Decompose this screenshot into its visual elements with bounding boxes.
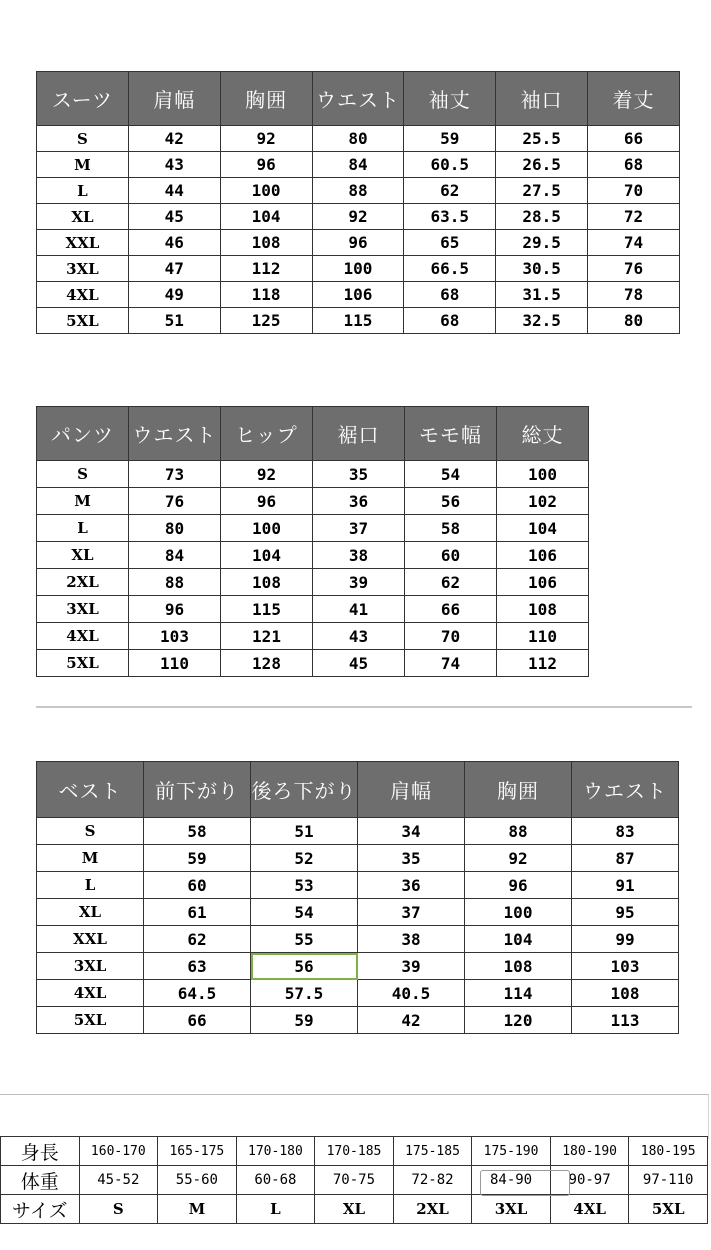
table-cell: 84: [312, 152, 404, 178]
table-row: [37, 953, 679, 980]
table-cell: 125: [220, 308, 312, 334]
table-cell: 100: [465, 899, 572, 926]
table-row: [37, 308, 680, 334]
table-cell: 96: [129, 596, 221, 623]
table-cell: 74: [588, 230, 680, 256]
table-cell: 70-75: [315, 1166, 394, 1195]
table-cell: 99: [572, 926, 679, 953]
table-cell: 65: [404, 230, 496, 256]
size-cell: 3XL: [37, 256, 129, 282]
table-cell: 104: [497, 515, 589, 542]
table-cell: 83: [572, 818, 679, 845]
table-cell: 64.5: [144, 980, 251, 1007]
table-row: [37, 230, 680, 256]
vest-header-waist: ウエスト: [572, 762, 679, 818]
table-cell: 84-90: [472, 1166, 551, 1195]
table-row: [37, 872, 679, 899]
table-row: [37, 488, 589, 515]
pants-header-row: [37, 407, 589, 461]
pants-header-hem: 裾口: [313, 407, 405, 461]
table-cell: 100: [497, 461, 589, 488]
table-cell: 106: [312, 282, 404, 308]
table-cell: 25.5: [496, 126, 588, 152]
table-row: [37, 461, 589, 488]
pants-header-thigh: モモ幅: [405, 407, 497, 461]
table-cell: 110: [497, 623, 589, 650]
table-cell: 60.5: [404, 152, 496, 178]
table-cell: 92: [220, 126, 312, 152]
table-cell: 175-185: [393, 1137, 472, 1166]
table-cell: 91: [572, 872, 679, 899]
suit-header-length: 着丈: [588, 72, 680, 126]
size-cell: M: [37, 845, 144, 872]
table-cell: 35: [358, 845, 465, 872]
table-cell: 108: [220, 230, 312, 256]
table-cell: 42: [358, 1007, 465, 1034]
pants-header-length: 総丈: [497, 407, 589, 461]
suit-header-row: [37, 72, 680, 126]
table-row: [37, 1007, 679, 1034]
table-cell: 68: [404, 282, 496, 308]
table-cell: 45-52: [79, 1166, 158, 1195]
guide-frame: [0, 1094, 709, 1139]
table-cell: 80: [129, 515, 221, 542]
table-cell: 51: [128, 308, 220, 334]
table-cell: 54: [405, 461, 497, 488]
section-divider: [36, 706, 692, 708]
table-cell: 165-175: [158, 1137, 237, 1166]
table-cell: 88: [129, 569, 221, 596]
vest-header-back-drop: 後ろ下がり: [251, 762, 358, 818]
table-cell: 78: [588, 282, 680, 308]
table-cell: 106: [497, 542, 589, 569]
table-row: [37, 818, 679, 845]
table-cell: 60: [405, 542, 497, 569]
table-cell: 180-190: [550, 1137, 629, 1166]
table-cell: 108: [465, 953, 572, 980]
table-cell: 59: [144, 845, 251, 872]
table-cell: 110: [129, 650, 221, 677]
table-cell: 38: [358, 926, 465, 953]
size-cell: 5XL: [37, 308, 129, 334]
table-cell: 76: [588, 256, 680, 282]
pants-header-size: パンツ: [37, 407, 129, 461]
table-cell: 108: [497, 596, 589, 623]
table-cell: 51: [251, 818, 358, 845]
size-cell: 3XL: [472, 1195, 551, 1224]
size-cell: L: [37, 515, 129, 542]
size-cell: S: [79, 1195, 158, 1224]
table-cell: 49: [128, 282, 220, 308]
table-cell: 84: [129, 542, 221, 569]
size-guide-table: [0, 1136, 708, 1224]
table-cell: 96: [220, 152, 312, 178]
guide-height-row: [1, 1137, 708, 1166]
table-cell: 112: [497, 650, 589, 677]
size-cell: M: [37, 488, 129, 515]
table-cell: 62: [144, 926, 251, 953]
table-row: [37, 515, 589, 542]
vest-header-shoulder: 肩幅: [358, 762, 465, 818]
table-cell: 76: [129, 488, 221, 515]
table-cell: 92: [312, 204, 404, 230]
suit-header-cuff: 袖口: [496, 72, 588, 126]
table-cell: 59: [251, 1007, 358, 1034]
table-cell: 45: [128, 204, 220, 230]
suit-header-sleeve-length: 袖丈: [404, 72, 496, 126]
table-cell: 121: [221, 623, 313, 650]
table-cell: 102: [497, 488, 589, 515]
size-cell: 5XL: [37, 1007, 144, 1034]
size-cell: XL: [315, 1195, 394, 1224]
table-cell: 72: [588, 204, 680, 230]
table-cell: 113: [572, 1007, 679, 1034]
table-cell: 39: [313, 569, 405, 596]
table-cell: 68: [404, 308, 496, 334]
pants-header-waist: ウエスト: [129, 407, 221, 461]
table-cell: 45: [313, 650, 405, 677]
suit-header-shoulder: 肩幅: [128, 72, 220, 126]
table-cell: 103: [572, 953, 679, 980]
size-cell: S: [37, 818, 144, 845]
table-row: [37, 623, 589, 650]
table-cell: 41: [313, 596, 405, 623]
table-cell: 115: [312, 308, 404, 334]
table-cell: 88: [465, 818, 572, 845]
table-cell: 39: [358, 953, 465, 980]
table-cell: 72-82: [393, 1166, 472, 1195]
table-row: [37, 569, 589, 596]
size-cell: L: [236, 1195, 315, 1224]
size-cell: 2XL: [37, 569, 129, 596]
table-cell: 37: [313, 515, 405, 542]
size-cell: XL: [37, 542, 129, 569]
table-row: [37, 256, 680, 282]
table-cell: 52: [251, 845, 358, 872]
table-row: [37, 980, 679, 1007]
table-cell: 104: [465, 926, 572, 953]
table-cell: 56: [405, 488, 497, 515]
table-cell: 66: [144, 1007, 251, 1034]
table-cell: 59: [404, 126, 496, 152]
table-cell: 87: [572, 845, 679, 872]
size-cell: M: [158, 1195, 237, 1224]
table-row: [37, 126, 680, 152]
table-row: [37, 845, 679, 872]
table-cell: 53: [251, 872, 358, 899]
size-cell: 5XL: [37, 650, 129, 677]
table-cell: 60-68: [236, 1166, 315, 1195]
table-cell: 118: [220, 282, 312, 308]
table-cell: 68: [588, 152, 680, 178]
table-cell: 47: [128, 256, 220, 282]
table-row: [37, 178, 680, 204]
vest-header-row: [37, 762, 679, 818]
table-cell: 43: [313, 623, 405, 650]
table-cell: 62: [405, 569, 497, 596]
table-cell: 54: [251, 899, 358, 926]
table-cell: 128: [221, 650, 313, 677]
table-row: [37, 650, 589, 677]
table-cell: 170-180: [236, 1137, 315, 1166]
table-cell: 26.5: [496, 152, 588, 178]
size-cell: XL: [37, 899, 144, 926]
table-cell: 44: [128, 178, 220, 204]
table-cell: 30.5: [496, 256, 588, 282]
size-cell: XXL: [37, 230, 129, 256]
size-cell: M: [37, 152, 129, 178]
guide-size-row: [1, 1195, 708, 1224]
table-cell: 62: [404, 178, 496, 204]
table-cell: 112: [220, 256, 312, 282]
table-cell: 80: [588, 308, 680, 334]
table-cell: 38: [313, 542, 405, 569]
size-cell: 4XL: [37, 623, 129, 650]
table-cell: 34: [358, 818, 465, 845]
table-cell: 96: [465, 872, 572, 899]
table-cell: 36: [358, 872, 465, 899]
table-cell: 31.5: [496, 282, 588, 308]
table-cell: 106: [497, 569, 589, 596]
table-cell: 29.5: [496, 230, 588, 256]
table-cell: 73: [129, 461, 221, 488]
size-cell: 3XL: [37, 596, 129, 623]
table-cell: 114: [465, 980, 572, 1007]
table-cell: 100: [220, 178, 312, 204]
suit-header-chest: 胸囲: [220, 72, 312, 126]
table-row: [37, 152, 680, 178]
size-cell: 3XL: [37, 953, 144, 980]
size-cell: 4XL: [550, 1195, 629, 1224]
table-row: [37, 926, 679, 953]
table-cell: 37: [358, 899, 465, 926]
table-row: [37, 542, 589, 569]
size-cell: 4XL: [37, 980, 144, 1007]
size-cell: L: [37, 178, 129, 204]
table-row: [37, 899, 679, 926]
suit-size-table: [36, 71, 680, 334]
table-cell: 55-60: [158, 1166, 237, 1195]
table-cell: 103: [129, 623, 221, 650]
guide-weight-row: [1, 1166, 708, 1195]
weight-label: 体重: [1, 1166, 80, 1195]
table-cell: 96: [221, 488, 313, 515]
table-row: [37, 282, 680, 308]
watermark-stamp: [480, 1170, 570, 1196]
table-cell: 100: [312, 256, 404, 282]
table-cell: 70: [588, 178, 680, 204]
size-cell: 4XL: [37, 282, 129, 308]
size-cell: L: [37, 872, 144, 899]
table-cell: 55: [251, 926, 358, 953]
table-cell: 66.5: [404, 256, 496, 282]
table-cell: 63.5: [404, 204, 496, 230]
table-cell: 63: [144, 953, 251, 980]
table-cell: 35: [313, 461, 405, 488]
table-cell: 170-185: [315, 1137, 394, 1166]
highlighted-cell[interactable]: 56: [251, 953, 358, 980]
vest-header-chest: 胸囲: [465, 762, 572, 818]
vest-header-front-drop: 前下がり: [144, 762, 251, 818]
table-cell: 43: [128, 152, 220, 178]
vest-header-size: ベスト: [37, 762, 144, 818]
table-cell: 32.5: [496, 308, 588, 334]
size-cell: XL: [37, 204, 129, 230]
table-cell: 66: [588, 126, 680, 152]
table-cell: 80: [312, 126, 404, 152]
vest-size-table: [36, 761, 679, 1034]
table-cell: 108: [572, 980, 679, 1007]
table-cell: 40.5: [358, 980, 465, 1007]
table-cell: 42: [128, 126, 220, 152]
table-cell: 27.5: [496, 178, 588, 204]
table-cell: 70: [405, 623, 497, 650]
table-cell: 115: [221, 596, 313, 623]
table-cell: 108: [221, 569, 313, 596]
table-row: [37, 204, 680, 230]
suit-header-waist: ウエスト: [312, 72, 404, 126]
table-cell: 92: [221, 461, 313, 488]
suit-header-size: スーツ: [37, 72, 129, 126]
table-cell: 96: [312, 230, 404, 256]
height-label: 身長: [1, 1137, 80, 1166]
table-cell: 95: [572, 899, 679, 926]
table-cell: 104: [221, 542, 313, 569]
size-label: サイズ: [1, 1195, 80, 1224]
table-cell: 61: [144, 899, 251, 926]
table-cell: 104: [220, 204, 312, 230]
table-cell: 60: [144, 872, 251, 899]
pants-size-table: [36, 406, 589, 677]
size-cell: S: [37, 461, 129, 488]
table-row: [37, 596, 589, 623]
size-cell: XXL: [37, 926, 144, 953]
size-cell: 5XL: [629, 1195, 708, 1224]
table-cell: 74: [405, 650, 497, 677]
table-cell: 180-195: [629, 1137, 708, 1166]
table-cell: 58: [144, 818, 251, 845]
table-cell: 46: [128, 230, 220, 256]
table-cell: 97-110: [629, 1166, 708, 1195]
table-cell: 92: [465, 845, 572, 872]
table-cell: 90-97: [550, 1166, 629, 1195]
table-cell: 36: [313, 488, 405, 515]
size-cell: 2XL: [393, 1195, 472, 1224]
table-cell: 100: [221, 515, 313, 542]
table-cell: 120: [465, 1007, 572, 1034]
table-cell: 175-190: [472, 1137, 551, 1166]
table-cell: 88: [312, 178, 404, 204]
pants-header-hip: ヒップ: [221, 407, 313, 461]
table-cell: 28.5: [496, 204, 588, 230]
table-cell: 57.5: [251, 980, 358, 1007]
table-cell: 66: [405, 596, 497, 623]
table-cell: 160-170: [79, 1137, 158, 1166]
table-cell: 58: [405, 515, 497, 542]
size-cell: S: [37, 126, 129, 152]
